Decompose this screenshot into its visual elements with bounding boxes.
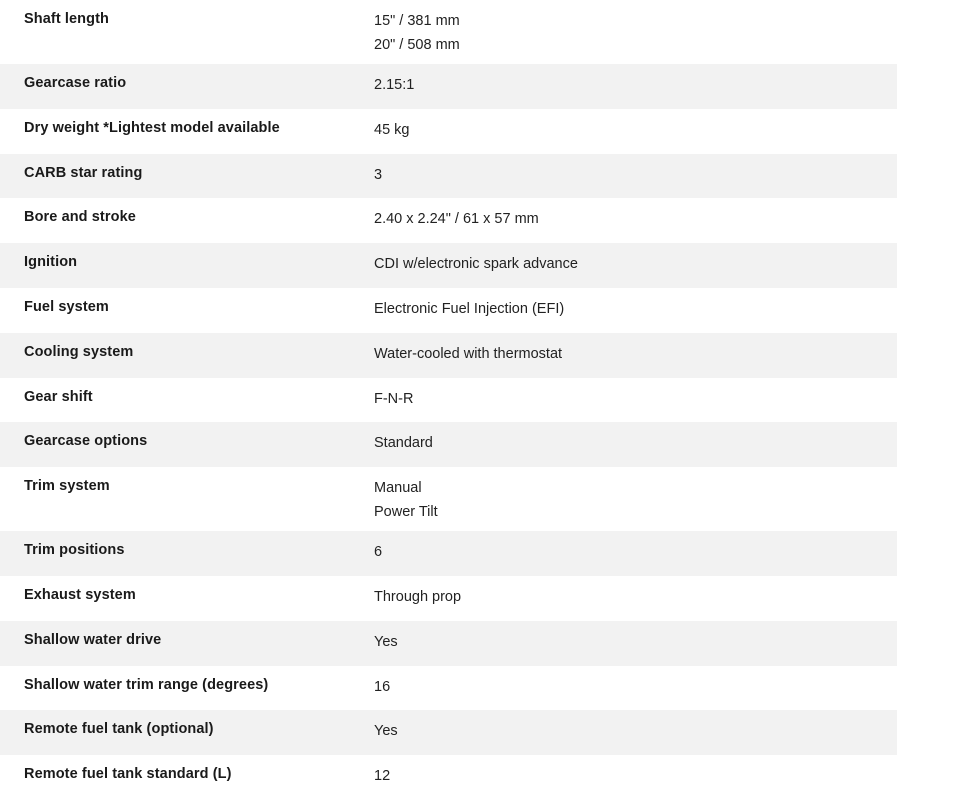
spec-label: Remote fuel tank (optional) bbox=[24, 721, 214, 738]
spec-value: Yes bbox=[374, 633, 398, 650]
spec-values bbox=[374, 164, 897, 189]
spec-values bbox=[374, 208, 897, 233]
spec-row bbox=[0, 531, 897, 576]
spec-label: Cooling system bbox=[24, 343, 134, 360]
spec-values bbox=[374, 541, 897, 566]
spec-row bbox=[0, 198, 897, 243]
spec-label: Shallow water drive bbox=[24, 631, 162, 648]
spec-values bbox=[374, 477, 897, 521]
spec-value: 45 kg bbox=[374, 121, 410, 138]
spec-row bbox=[0, 64, 897, 109]
spec-value: CDI w/electronic spark advance bbox=[374, 256, 578, 273]
spec-values bbox=[374, 586, 897, 611]
spec-row bbox=[0, 109, 897, 154]
spec-label: Shallow water trim range (degrees) bbox=[24, 676, 269, 693]
spec-value: Power Tilt bbox=[374, 504, 438, 521]
spec-row bbox=[0, 710, 897, 755]
spec-row bbox=[0, 288, 897, 333]
spec-value: F-N-R bbox=[374, 390, 414, 407]
spec-row bbox=[0, 378, 897, 423]
spec-values bbox=[374, 676, 897, 701]
spec-row bbox=[0, 0, 897, 64]
spec-values bbox=[374, 765, 897, 790]
spec-row bbox=[0, 755, 897, 800]
spec-value: 15" / 381 mm bbox=[374, 13, 460, 29]
spec-values bbox=[374, 631, 897, 656]
spec-row bbox=[0, 243, 897, 288]
spec-row bbox=[0, 154, 897, 199]
spec-value: 16 bbox=[374, 678, 391, 695]
spec-label: Gearcase ratio bbox=[24, 75, 127, 91]
spec-value: 20" / 508 mm bbox=[374, 37, 460, 53]
spec-label: Dry weight *Lightest model available bbox=[24, 119, 280, 136]
spec-label: Shaft length bbox=[24, 11, 109, 27]
spec-values bbox=[374, 388, 897, 413]
spec-value: 2.40 x 2.24" / 61 x 57 mm bbox=[374, 211, 539, 228]
spec-row bbox=[0, 576, 897, 621]
spec-label: Remote fuel tank standard (L) bbox=[24, 766, 232, 783]
spec-row bbox=[0, 333, 897, 378]
spec-values bbox=[374, 10, 897, 54]
spec-value: Yes bbox=[374, 723, 398, 740]
spec-label: Bore and stroke bbox=[24, 209, 136, 226]
spec-label: Gear shift bbox=[24, 388, 93, 405]
spec-values bbox=[374, 432, 897, 457]
spec-value: Electronic Fuel Injection (EFI) bbox=[374, 300, 565, 317]
spec-values bbox=[374, 119, 897, 144]
spec-label: Trim positions bbox=[24, 542, 125, 559]
spec-row bbox=[0, 621, 897, 666]
spec-label: Fuel system bbox=[24, 298, 109, 315]
spec-row bbox=[0, 422, 897, 467]
spec-value: Through prop bbox=[374, 588, 462, 605]
spec-values bbox=[374, 74, 897, 99]
spec-row bbox=[0, 467, 897, 531]
spec-label: Ignition bbox=[24, 254, 78, 271]
spec-values bbox=[374, 343, 897, 368]
spec-label: Gearcase options bbox=[24, 433, 148, 450]
spec-value: 12 bbox=[374, 768, 391, 785]
spec-values bbox=[374, 298, 897, 323]
spec-value: Standard bbox=[374, 435, 433, 452]
spec-values bbox=[374, 253, 897, 278]
spec-row bbox=[0, 666, 897, 711]
spec-value: Water-cooled with thermostat bbox=[374, 345, 563, 362]
spec-label: Exhaust system bbox=[24, 586, 136, 603]
spec-value: 2.15:1 bbox=[374, 77, 415, 93]
spec-label: CARB star rating bbox=[24, 164, 143, 181]
spec-value: 6 bbox=[374, 544, 383, 561]
spec-value: 3 bbox=[374, 166, 383, 183]
spec-label: Trim system bbox=[24, 478, 110, 495]
spec-value: Manual bbox=[374, 480, 422, 497]
spec-values bbox=[374, 720, 897, 745]
